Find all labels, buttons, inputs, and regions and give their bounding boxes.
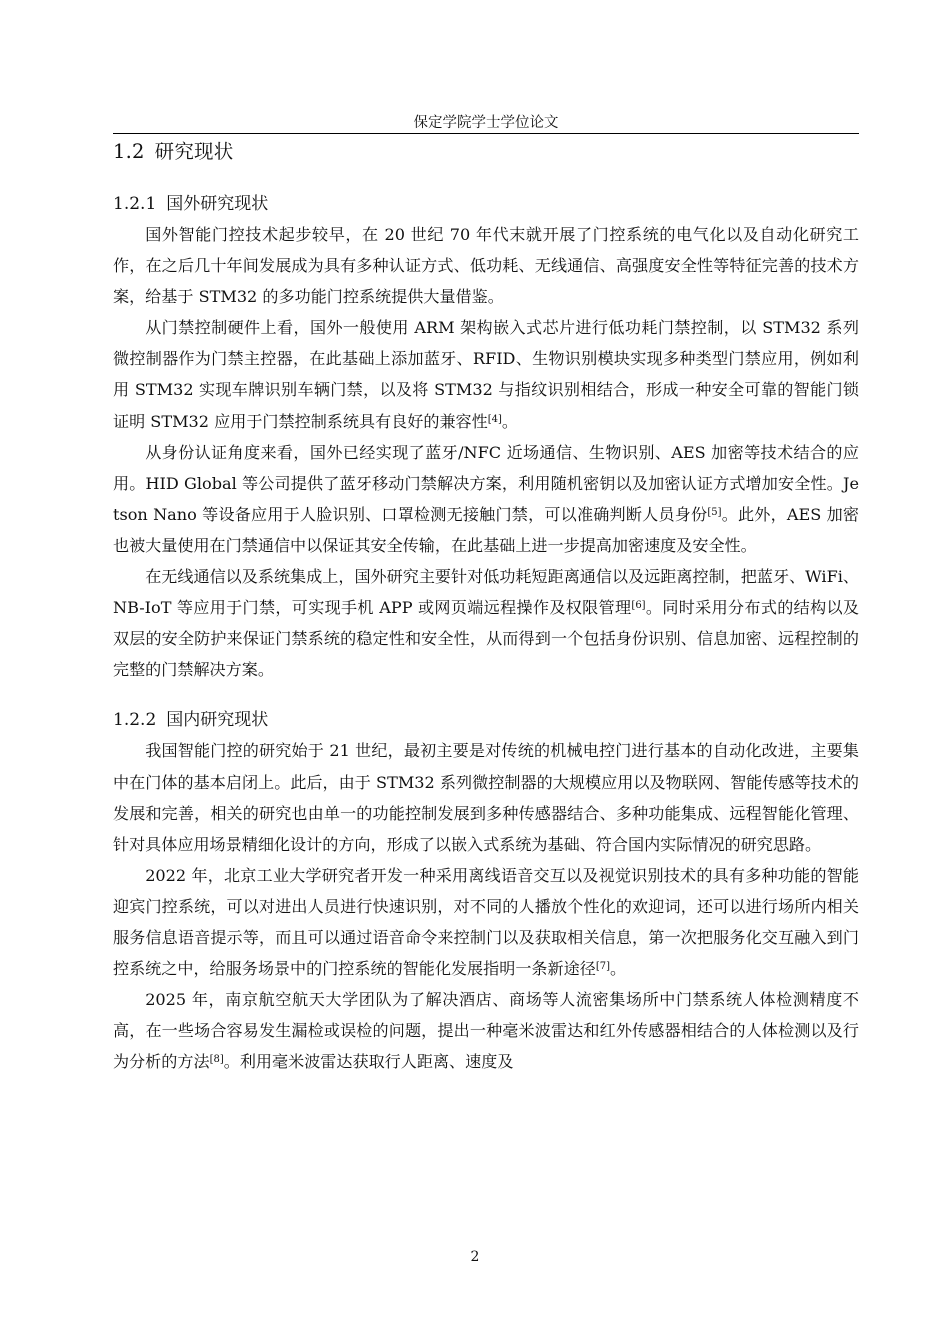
paragraph-text: 2022 年，北京工业大学研究者开发一种采用离线语音交互以及视觉识别技术的具有多种功能的智能迎宾门控系统，可以对进出人员进行快速识别，对不同的人播放个性化的欢迎词，还可以进行场所内相关服务信息语音提示等，而且可以通过语音命令来控制门以及获取相关信息，第一次把服务化交互融入到门控系统之中，给服务场景中的门控系统的智能化发展指明一条新途径 <box>113 865 859 979</box>
paragraph-tail: 。 <box>609 959 627 979</box>
paragraph-text: 从门禁控制硬件上看，国外一般使用 ARM 架构嵌入式芯片进行低功耗门禁控制，以 STM32 系列微控制器作为门禁主控器，在此基础上添加蓝牙、RFID、生物识别模块实现多种类型门禁应用，例如利用 STM32 实现车牌识别车辆门禁，以及将 STM32 与指纹识别相结合，形成一种安全可靠的智能门锁证明 STM32 应用于门禁控制系统具有良好的兼容性 <box>113 318 859 431</box>
paragraph-4 <box>113 561 859 685</box>
citation-8: [8] <box>209 1054 224 1066</box>
page-number: 2 <box>470 1249 480 1265</box>
citation-7: [7] <box>595 961 610 973</box>
subsection-heading-domestic <box>113 705 859 735</box>
subsection-heading-foreign <box>113 189 859 219</box>
paragraph-6 <box>113 860 859 984</box>
section-number: 1.2 <box>113 140 145 163</box>
citation-6: [6] <box>631 600 646 612</box>
subsection-number: 1.2.2 <box>113 710 157 731</box>
section-title: 研究现状 <box>154 140 234 163</box>
paragraph-1 <box>113 219 859 312</box>
running-header: 保定学院学士学位论文 <box>413 115 559 131</box>
citation-5: [5] <box>707 506 722 518</box>
paragraph-3 <box>113 437 859 561</box>
paragraph-tail: 。 <box>501 411 518 431</box>
subsection-title: 国内研究现状 <box>166 710 269 731</box>
paragraph-text: 2025 年，南京航空航天大学团队为了解决酒店、商场等人流密集场所中门禁系统人体检测精度不高，在一些场合容易发生漏检或误检的问题，提出一种毫米波雷达和红外传感器相结合的人体检测以及行为分析的方法 <box>113 990 859 1072</box>
paragraph-tail: 。同时采用分布式的结构以及双层的安全防护来保证门禁系统的稳定性和安全性，从而得到一个包括身份识别、信息加密、远程控制的完整的门禁解决方案。 <box>113 598 859 680</box>
paragraph-tail: 。此外，AES 加密也被大量使用在门禁通信中以保证其安全传输，在此基础上进一步提高加密速度及安全性。 <box>113 504 859 555</box>
paragraph-text: 我国智能门控的研究始于 21 世纪，最初主要是对传统的机械电控门进行基本的自动化改进，主要集中在门体的基本启闭上。此后，由于 STM32 系列微控制器的大规模应用以及物联网、智能传感等技术的发展和完善，相关的研究也由单一的功能控制发展到多种传感器结合、多种功能集成、远程智能化管理、针对具体应用场景精细化设计的方向，形成了以嵌入式系统为基础、符合国内实际情况的研究思路。 <box>113 741 859 854</box>
paragraph-7 <box>113 984 859 1077</box>
paragraph-5 <box>113 735 859 859</box>
paragraph-text: 从身份认证角度来看，国外已经实现了蓝牙/NFC 近场通信、生物识别、AES 加密等技术结合的应用。HID Global 等公司提供了蓝牙移动门禁解决方案，利用随机密钥以及加密认证方式增加安全性。Jetson Nano 等设备应用于人脸识别、口罩检测无接触门禁，可以准确判断人员身份 <box>113 442 859 524</box>
paragraph-text: 国外智能门控技术起步较早，在 20 世纪 70 年代末就开展了门控系统的电气化以及自动化研究工作，在之后几十年间发展成为具有多种认证方式、低功耗、无线通信、高强度安全性等特征完善的技术方案，给基于 STM32 的多功能门控系统提供大量借鉴。 <box>113 225 859 307</box>
subsection-number: 1.2.1 <box>113 194 157 214</box>
citation-4: [4] <box>487 413 502 425</box>
paragraph-tail: 。利用毫米波雷达获取行人距离、速度及 <box>223 1052 514 1072</box>
subsection-title: 国外研究现状 <box>166 194 269 214</box>
page-body <box>113 134 859 1077</box>
paragraph-text: 在无线通信以及系统集成上，国外研究主要针对低功耗短距离通信以及远距离控制，把蓝牙、WiFi、NB-IoT 等应用于门禁，可实现手机 APP 或网页端远程操作及权限管理 <box>113 567 859 618</box>
section-heading <box>113 134 859 170</box>
paragraph-2 <box>113 312 859 436</box>
